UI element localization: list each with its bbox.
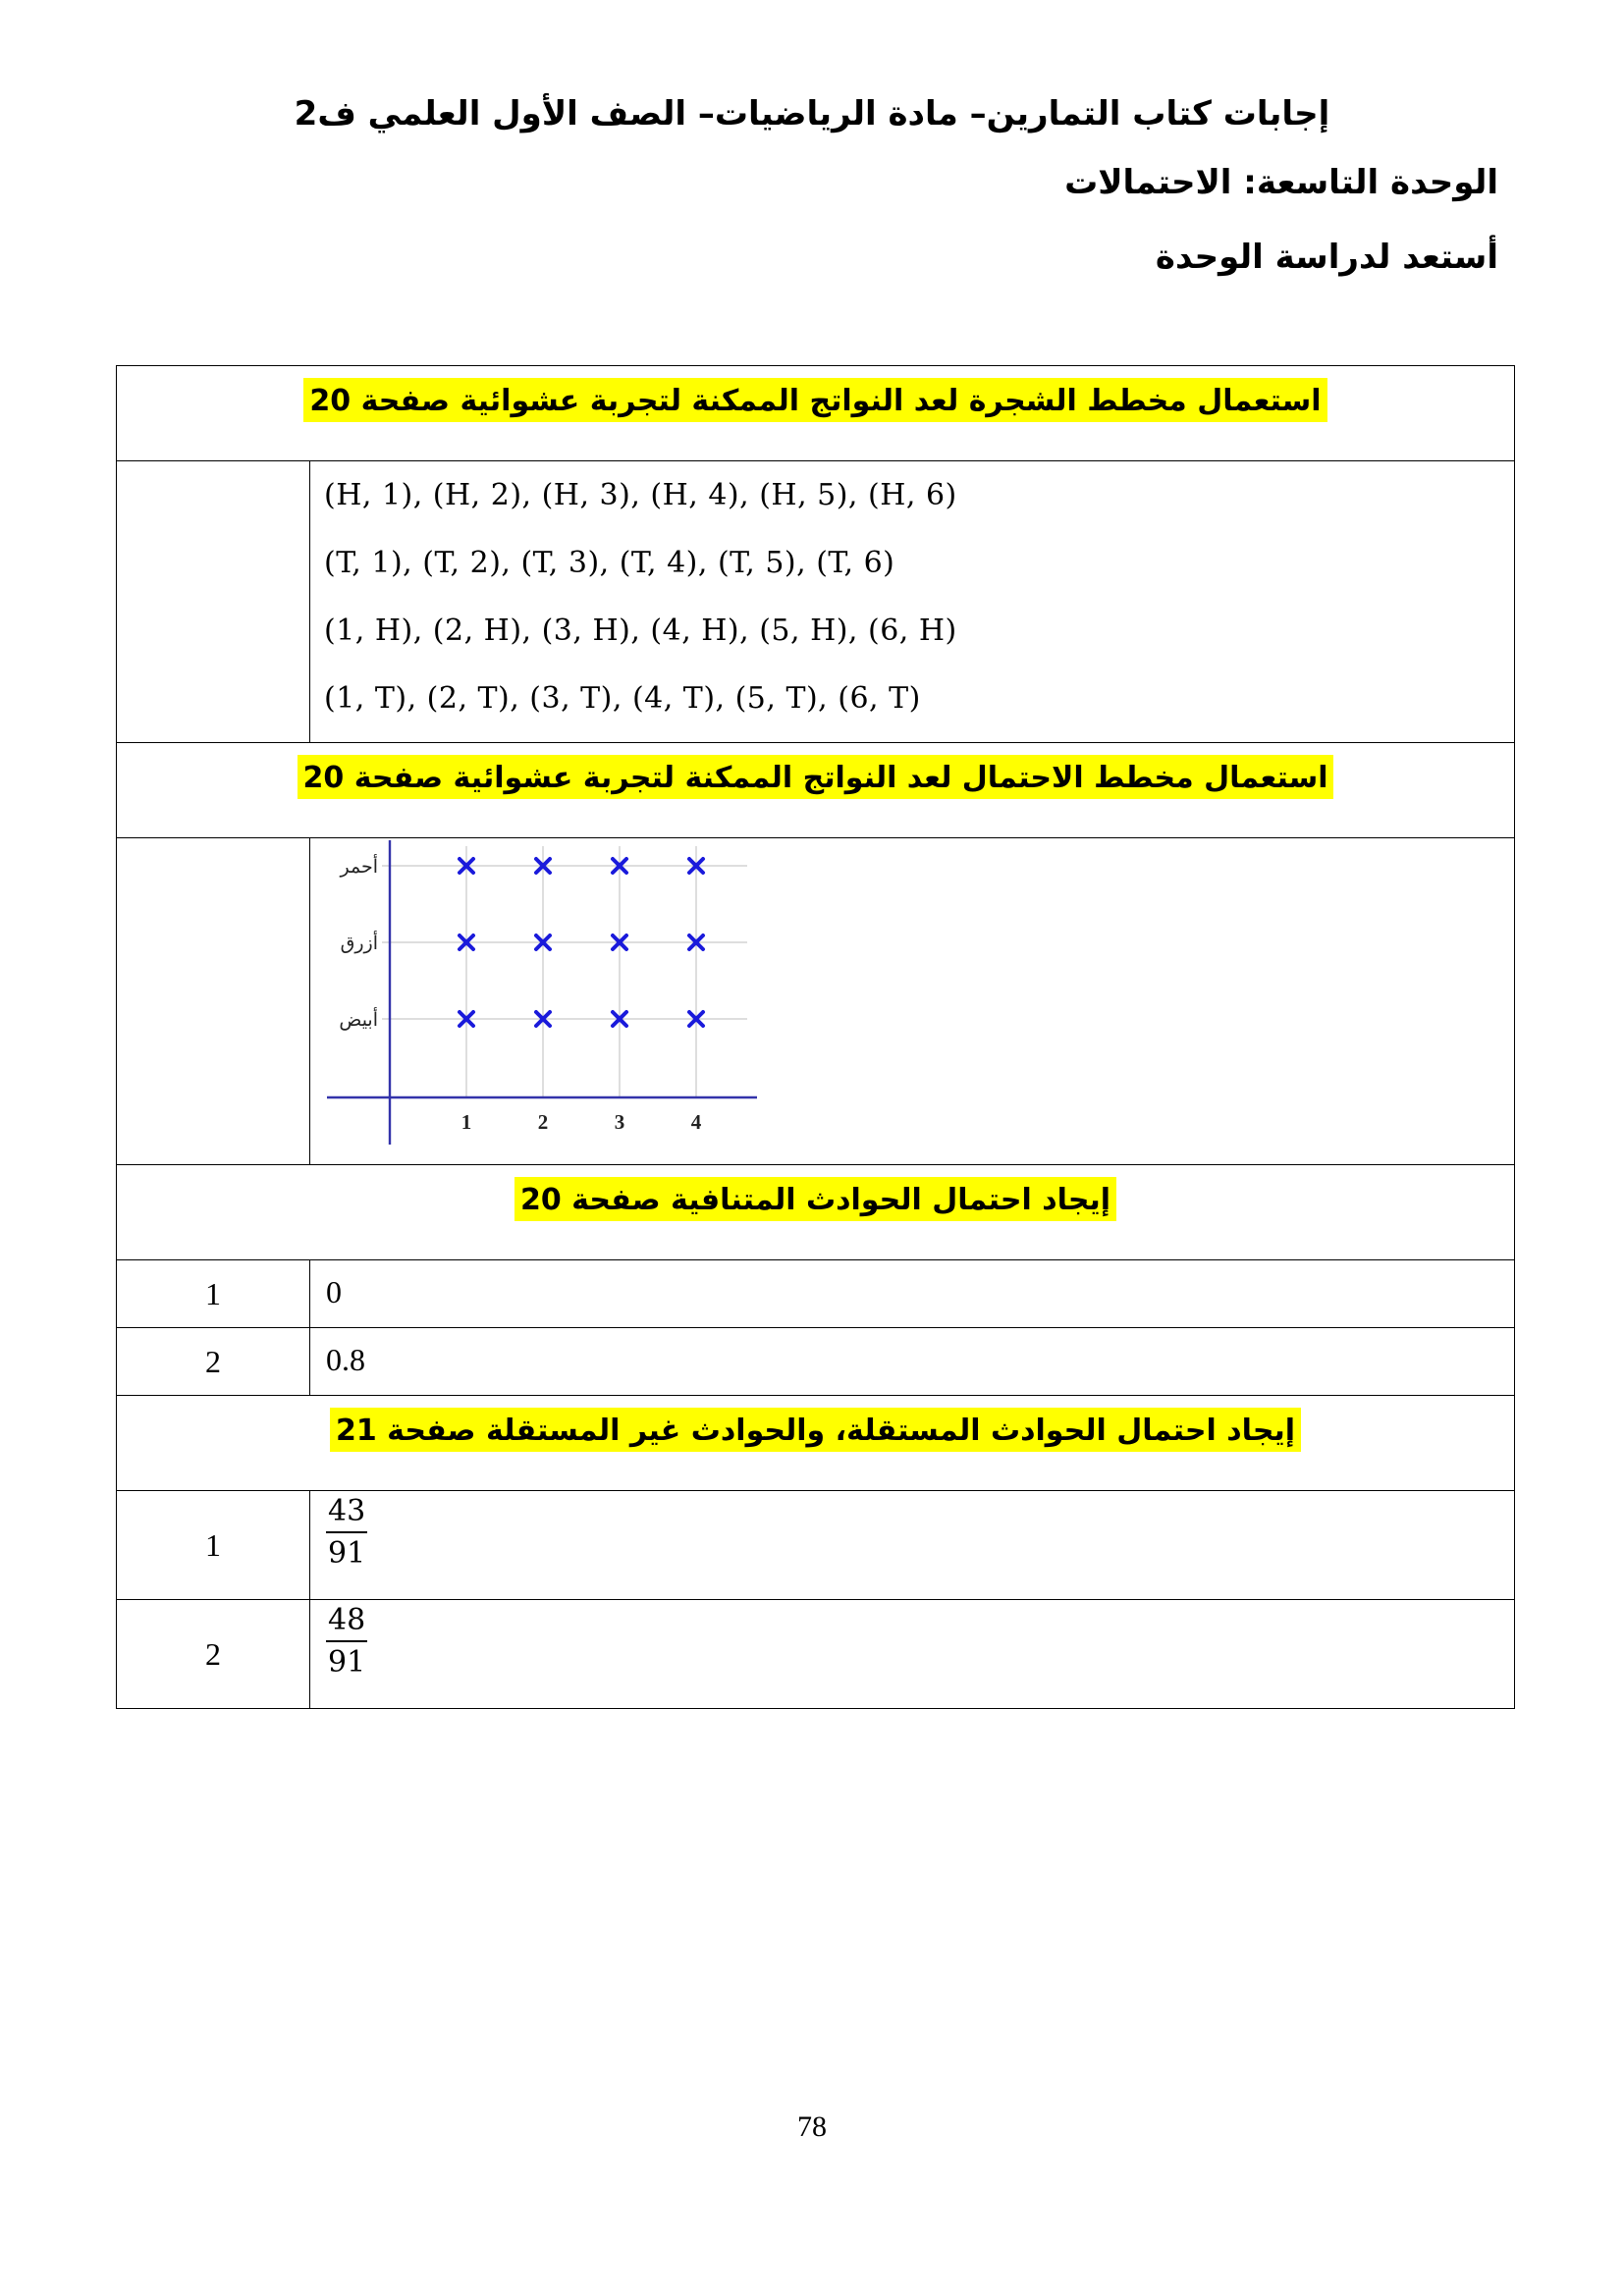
- row-number: 1: [117, 1260, 310, 1328]
- numerator: 43: [326, 1495, 367, 1533]
- section-heading: إيجاد احتمال الحوادث المتنافية صفحة 20: [514, 1177, 1116, 1221]
- section-heading-row: [117, 366, 1515, 461]
- list-item: (T, 1), (T, 2), (T, 3), (T, 4), (T, 5), (T, 6): [324, 546, 895, 580]
- numerator: 48: [326, 1604, 367, 1642]
- row-number: 2: [117, 1328, 310, 1396]
- x-tick-label: 1: [460, 1110, 472, 1134]
- row-number: 1: [117, 1491, 310, 1600]
- answer-value: 0: [310, 1260, 1515, 1328]
- row-number: 2: [117, 1600, 310, 1709]
- unit-title: الوحدة التاسعة: الاحتمالات: [1064, 163, 1498, 202]
- probability-grid-chart: [325, 838, 757, 1150]
- section-heading: استعمال مخطط الشجرة لعد النواتج الممكنة لتجربة عشوائية صفحة 20: [303, 378, 1326, 422]
- section-heading-row: [117, 1396, 1515, 1491]
- list-item: (1, T), (2, T), (3, T), (4, T), (5, T), (6, T): [324, 681, 921, 716]
- document-title: إجابات كتاب التمارين– مادة الرياضيات– الصف الأول العلمي ف2: [294, 94, 1330, 133]
- section-heading: استعمال مخطط الاحتمال لعد النواتج الممكنة لتجربة عشوائية صفحة 20: [298, 755, 1334, 799]
- table-row: [117, 461, 1515, 743]
- table-row: [117, 838, 1515, 1165]
- table-row: [117, 1600, 1515, 1709]
- x-tick-label: 4: [690, 1110, 702, 1134]
- section-prep-title: أستعد لدراسة الوحدة: [1155, 238, 1498, 277]
- denominator: 91: [328, 1536, 366, 1571]
- section-heading-row: [117, 743, 1515, 838]
- section-heading: إيجاد احتمال الحوادث المستقلة، والحوادث غير المستقلة صفحة 21: [330, 1408, 1301, 1452]
- list-item: (H, 1), (H, 2), (H, 3), (H, 4), (H, 5), (H, 6): [324, 478, 957, 512]
- y-tick-label: أبيض: [339, 1009, 378, 1031]
- table-row: [117, 1328, 1515, 1396]
- fraction-answer: [326, 1495, 367, 1570]
- x-tick-label: 3: [614, 1110, 625, 1134]
- section-heading-row: [117, 1165, 1515, 1260]
- table-row: [117, 1260, 1515, 1328]
- list-item: (1, H), (2, H), (3, H), (4, H), (5, H), (6, H): [324, 614, 957, 648]
- fraction-answer: [326, 1604, 367, 1679]
- table-row: [117, 1491, 1515, 1600]
- outcomes-list: [310, 461, 1515, 743]
- y-tick-label: أزرق: [340, 933, 378, 954]
- page-number: 78: [797, 2110, 827, 2143]
- answers-table: [116, 365, 1515, 1709]
- denominator: 91: [328, 1645, 366, 1680]
- answer-value: 0.8: [310, 1328, 1515, 1396]
- y-tick-label: أحمر: [340, 856, 378, 878]
- x-tick-label: 2: [537, 1110, 549, 1134]
